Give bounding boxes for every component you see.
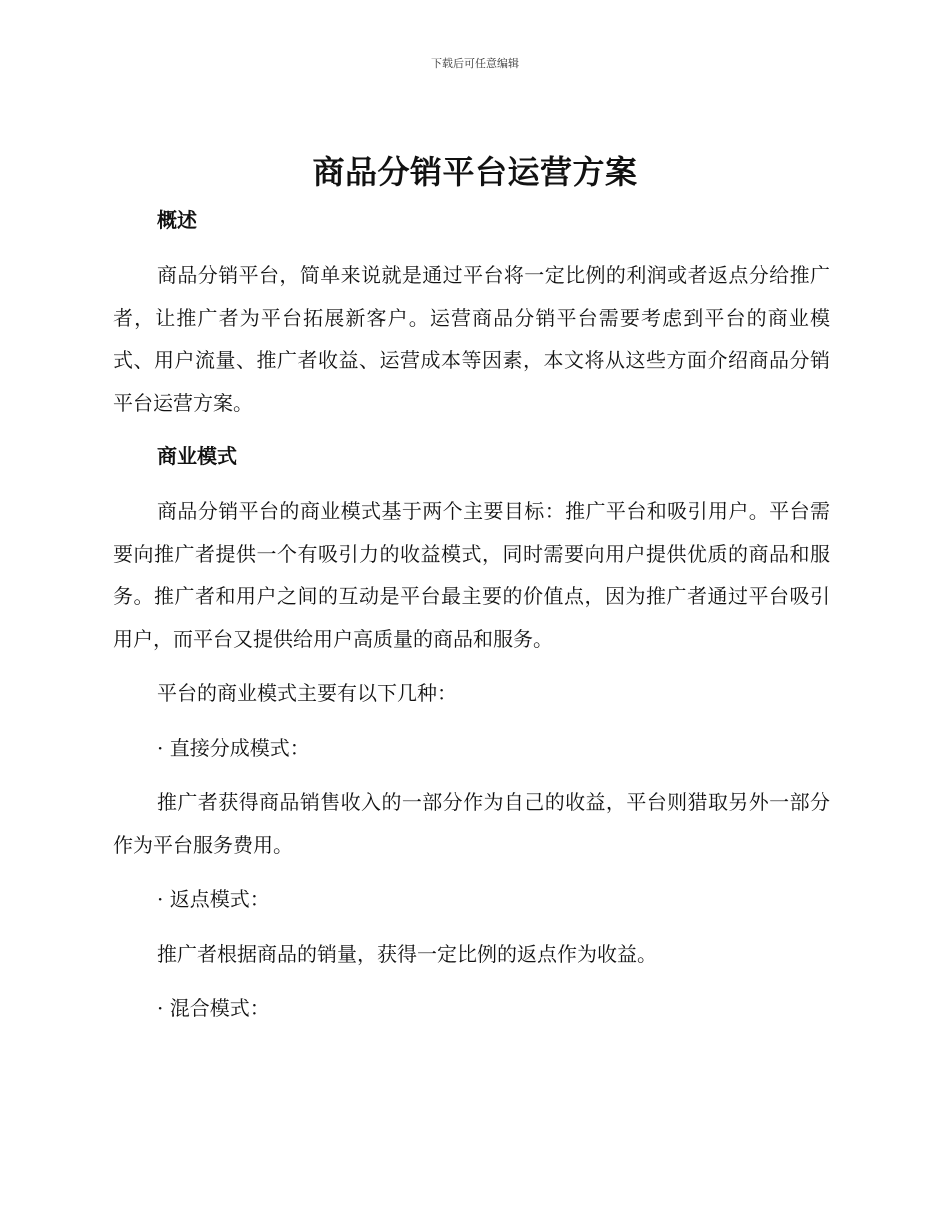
header-note: 下载后可任意编辑 (431, 57, 519, 70)
document-title: 商品分销平台运营方案 (312, 153, 638, 191)
overview-paragraph: 商品分销平台，简单来说就是通过平台将一定比例的利润或者返点分给推广者，让推广者为平台拓展新客户。运营商品分销平台需要考虑到平台的商业模式、用户流量、推广者收益、运营成本等因素，本文将从这些方面介绍商品分销平台运营方案。 (113, 263, 830, 415)
list-item-rebate-desc: 推广者根据商品的销量，获得一定比例的返点作为收益。 (157, 941, 657, 966)
section-heading-business-model: 商业模式 (157, 444, 237, 468)
document-body (113, 200, 830, 1030)
list-item-mixed-title: · 混合模式： (157, 996, 270, 1020)
list-item-direct-share-title: · 直接分成模式： (157, 735, 310, 760)
business-model-intro: 平台的商业模式主要有以下几种： (157, 681, 457, 705)
business-model-paragraph: 商品分销平台的商业模式基于两个主要目标：推广平台和吸引用户。平台需要向推广者提供一个有吸引力的收益模式，同时需要向用户提供优质的商品和服务。推广者和用户之间的互动是平台最主要的价值点，因为推广者通过平台吸引用户，而平台又提供给用户高质量的商品和服务。 (113, 499, 830, 651)
list-item-direct-share-desc: 推广者获得商品销售收入的一部分作为自己的收益，平台则猎取另外一部分作为平台服务费用。 (113, 790, 830, 857)
list-item-rebate-title: · 返点模式： (157, 887, 270, 911)
section-heading-overview: 概述 (157, 208, 197, 232)
